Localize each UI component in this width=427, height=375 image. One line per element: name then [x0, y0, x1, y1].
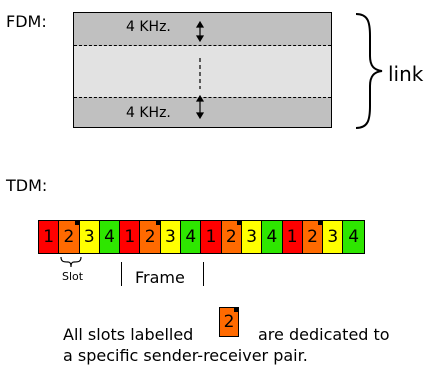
- tdm-slot: [242, 221, 262, 253]
- tdm-slot: [343, 221, 363, 253]
- tdm-slot: [39, 221, 59, 253]
- slot-label: Slot: [62, 270, 84, 283]
- tdm-slot-number: 1: [43, 227, 55, 247]
- note-line-2: a specific sender-receiver pair.: [63, 346, 308, 365]
- tdm-slot-number: 2: [225, 227, 237, 247]
- slot-marker-icon: [156, 221, 160, 225]
- slot-marker-icon: [318, 221, 322, 225]
- fdm-bottom-bandwidth-label: 4 KHz.: [126, 105, 171, 121]
- fdm-top-bandwidth-label: 4 KHz.: [126, 19, 171, 35]
- slot-marker-icon: [75, 221, 79, 225]
- slot-2-example-text: 2: [223, 312, 235, 332]
- tdm-slot-number: 3: [246, 227, 258, 247]
- tdm-slot: [140, 221, 160, 253]
- tdm-slot-number: 4: [185, 227, 197, 247]
- tdm-slot: [303, 221, 323, 253]
- tdm-slot-number: 1: [124, 227, 136, 247]
- fdm-label: FDM:: [6, 12, 47, 31]
- tdm-slot: [120, 221, 140, 253]
- link-brace-icon: [350, 10, 384, 132]
- tdm-slot-number: 4: [348, 227, 360, 247]
- tdm-slot: [59, 221, 79, 253]
- tdm-slot-number: 1: [286, 227, 298, 247]
- slot-2-example-chip: [219, 307, 239, 337]
- tdm-slot-number: 3: [165, 227, 176, 247]
- tdm-slot-number: 4: [104, 227, 115, 247]
- frame-end-marker: [203, 262, 204, 286]
- tdm-slot: [323, 221, 343, 253]
- note-line-1-prefix: All slots labelled: [63, 325, 194, 344]
- fdm-bandwidth-arrows: [192, 19, 208, 121]
- slot-brace-icon: [60, 256, 82, 268]
- tdm-slot-number: 3: [83, 227, 95, 247]
- tdm-slot-number: 2: [63, 227, 75, 247]
- slot-marker-icon: [234, 308, 238, 312]
- tdm-label: TDM:: [6, 176, 48, 195]
- frame-start-marker: [121, 262, 122, 286]
- tdm-slot: [181, 221, 201, 253]
- tdm-slot-number: 1: [205, 227, 217, 247]
- tdm-slot-number: 4: [266, 227, 278, 247]
- tdm-slot: [283, 221, 303, 253]
- note-line-1-suffix: are dedicated to: [258, 325, 390, 344]
- tdm-slot: [100, 221, 120, 253]
- fdm-link-box: [73, 12, 332, 128]
- tdm-timeline: [38, 220, 365, 254]
- tdm-slot-number: 2: [307, 227, 318, 247]
- tdm-slot: [222, 221, 242, 253]
- slot-marker-icon: [237, 221, 241, 225]
- tdm-slot-number: 3: [327, 227, 339, 247]
- tdm-slot-number: 2: [144, 227, 156, 247]
- frame-label: Frame: [135, 268, 185, 287]
- link-label: link: [388, 62, 424, 86]
- tdm-slot: [80, 221, 100, 253]
- tdm-slot: [161, 221, 181, 253]
- tdm-slot: [201, 221, 221, 253]
- tdm-slot: [262, 221, 282, 253]
